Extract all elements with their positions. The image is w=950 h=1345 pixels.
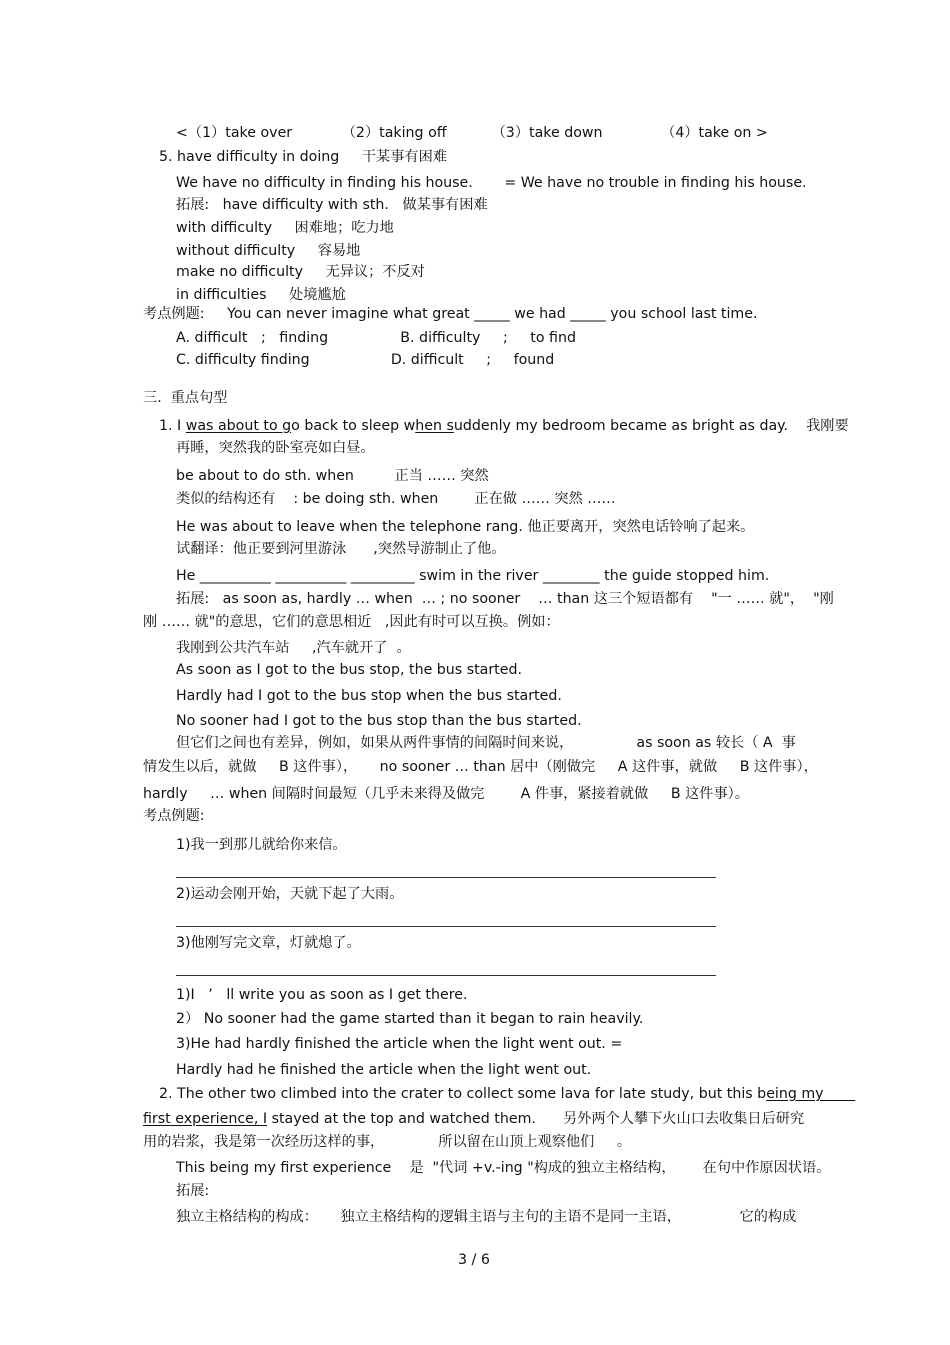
answer-line [176, 975, 716, 976]
answer-3: 3)He had hardly finished the article when the light went out. = [176, 1036, 623, 1052]
exercise-question: 考点例题: You can never imagine what great _____ we had _____ you school last time. [143, 306, 758, 322]
example-telephone: He was about to leave when the telephone rang. 他正要离开，突然电话铃响了起来。 [176, 519, 755, 535]
extension-phrases-cont: 刚 …… 就"的意思，它们的意思相近 ,因此有时可以互换。例如： [143, 614, 560, 630]
section-heading: 三. 重点句型 [143, 390, 228, 406]
text-run: 1. I [159, 418, 186, 434]
answer-2: 2） No sooner had the game started than it began to rain heavily. [176, 1011, 644, 1027]
underlined-text: first experience, I [143, 1111, 268, 1127]
fill-in-blank: He __________ __________ _________ swim in the river ________ the guide stopped him. [176, 568, 770, 584]
example-hardly: Hardly had I got to the bus stop when the bus started. [176, 688, 562, 704]
key-sentence-2-cont [143, 1110, 804, 1128]
structure-about-to: be about to do sth. when 正当 …… 突然 [176, 468, 489, 484]
phrase-in-difficulties: in difficulties 处境尴尬 [176, 287, 346, 303]
extension-label: 拓展: [176, 1183, 210, 1199]
exercise-item-1: 1)我一到那儿就给你来信。 [176, 837, 347, 853]
difference-paragraph-2: 情发生以后，就做 B 这件事）， no sooner … than 居中（刚做完 A 这件事，就做 B 这件事）， [143, 759, 818, 775]
exercise-item-2: 2)运动会刚开始，天就下起了大雨。 [176, 886, 404, 902]
phrase-make-no-difficulty: make no difficulty 无异议；不反对 [176, 264, 425, 280]
text-run: stayed at the top and watched them. 另外两个人攀下火山口去收集日后研究 [267, 1111, 805, 1127]
translation-exercise: 试翻译：他正要到河里游泳 ,突然导游制止了他。 [176, 541, 506, 557]
text-run: 2. The other two climbed into the crater to collect some lava for late study, but this b [159, 1086, 767, 1102]
vocab-heading-5: 5. have difficulty in doing 干某事有困难 [159, 149, 447, 165]
extension-phrases: 拓展: as soon as, hardly … when … ; no sooner … than 这三个短语都有 "一 …… 就"， "刚 [176, 591, 834, 607]
text-run: uddenly my bedroom became as bright as day. 我刚要 [453, 418, 849, 434]
key-sentence-1-translation: 再睡，突然我的卧室亮如白昼。 [176, 440, 375, 456]
underlined-text: hen s [415, 418, 454, 434]
phrase-without-difficulty: without difficulty 容易地 [176, 243, 361, 259]
underlined-text: was about to g [185, 418, 292, 434]
key-sentence-2 [159, 1085, 855, 1103]
exercise-label: 考点例题: [143, 808, 205, 824]
extension-line: 拓展: have difficulty with sth. 做某事有困难 [176, 197, 488, 213]
absolute-construction-note: This being my first experience 是 "代词 +v.-ing "构成的独立主格结构， 在句中作原因状语。 [176, 1160, 831, 1176]
answer-3-alt: Hardly had he finished the article when the light went out. [176, 1062, 592, 1078]
example-sentence: We have no difficulty in finding his house. = We have no trouble in finding his house. [176, 175, 807, 191]
phrase-with-difficulty: with difficulty 困难地；吃力地 [176, 220, 394, 236]
page-number: 3 / 6 [458, 1252, 490, 1268]
structure-similar: 类似的结构还有 : be doing sth. when 正在做 …… 突然 …… [176, 491, 616, 507]
underlined-text: eing my [766, 1086, 856, 1102]
exercise-item-3: 3)他刚写完文章，灯就熄了。 [176, 935, 361, 951]
answer-options-line: <（1）take over （2）taking off （3）take down （4）take on > [176, 125, 768, 141]
example-no-sooner: No sooner had I got to the bus stop than the bus started. [176, 713, 582, 729]
key-sentence-2-translation: 用的岩浆，我是第一次经历这样的事， 所以留在山顶上观察他们 。 [143, 1134, 632, 1150]
example-as-soon-as: As soon as I got to the bus stop, the bus started. [176, 662, 522, 678]
difference-paragraph-3: hardly … when 间隔时间最短（几乎未来得及做完 A 件事，紧接着就做 B 这件事）。 [143, 786, 749, 802]
exercise-options-ab: A. difficult ; finding B. difficulty ; to find [176, 330, 576, 346]
answer-line [176, 926, 716, 927]
text-run: o back to sleep w [291, 418, 416, 434]
answer-line [176, 877, 716, 878]
answer-1: 1)I ’ ll write you as soon as I get there. [176, 987, 468, 1003]
difference-paragraph-1: 但它们之间也有差异，例如，如果从两件事情的间隔时间来说， as soon as 较长（ A 事 [176, 735, 796, 751]
absolute-construction-explanation: 独立主格结构的构成： 独立主格结构的逻辑主语与主句的主语不是同一主语， 它的构成 [176, 1209, 797, 1225]
example-chinese: 我刚到公共汽车站 ,汽车就开了 。 [176, 640, 411, 656]
key-sentence-1 [159, 417, 849, 435]
exercise-options-cd: C. difficulty finding D. difficult ; found [176, 352, 555, 368]
